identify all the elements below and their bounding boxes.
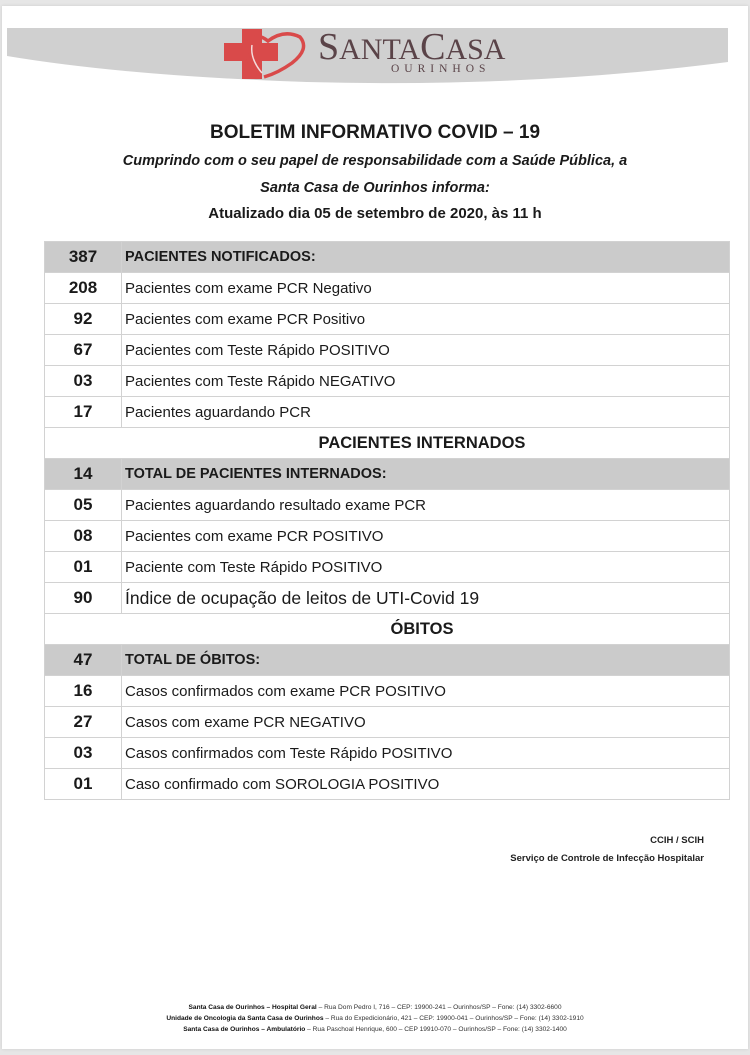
footer-unit-address: – Rua Dom Pedro I, 716 – CEP: 19900-241 – Ourinhos/SP – Fone: (14) 3302-6600 <box>316 1004 562 1011</box>
row-value: 16 <box>45 676 122 707</box>
row-value: 90 <box>45 583 122 614</box>
row-label: Caso confirmado com SOROLOGIA POSITIVO <box>122 769 730 800</box>
row-label: PACIENTES NOTIFICADOS: <box>122 242 730 273</box>
row-label: TOTAL DE PACIENTES INTERNADOS: <box>122 459 730 490</box>
footer-unit-name: Unidade de Oncologia da Santa Casa de Ourinhos <box>166 1015 324 1022</box>
table-row <box>45 366 730 397</box>
santa-casa-logo <box>222 23 512 81</box>
table-row <box>45 583 730 614</box>
footer-line <box>0 1013 750 1024</box>
row-value: 01 <box>45 769 122 800</box>
row-label: Casos confirmados com exame PCR POSITIVO <box>122 676 730 707</box>
table-row <box>45 552 730 583</box>
updated-date: Atualizado dia 05 de setembro de 2020, às 11 h <box>208 205 542 222</box>
footer-unit-name: Santa Casa de Ourinhos – Ambulatório <box>183 1026 306 1033</box>
row-value: 387 <box>45 242 122 273</box>
row-label: Casos confirmados com Teste Rápido POSITIVO <box>122 738 730 769</box>
row-label: Casos com exame PCR NEGATIVO <box>122 707 730 738</box>
row-value: 03 <box>45 738 122 769</box>
table-row <box>45 769 730 800</box>
row-value: 92 <box>45 304 122 335</box>
footer-line <box>0 1024 750 1035</box>
cross-heart-icon <box>222 23 312 81</box>
logo-subtitle: OURINHOS <box>391 63 491 75</box>
total-row-notificados <box>45 242 730 273</box>
footer-unit-name: Santa Casa de Ourinhos – Hospital Geral <box>188 1004 317 1011</box>
table-row <box>45 273 730 304</box>
section-header-internados <box>45 428 730 459</box>
table-row <box>45 707 730 738</box>
row-value: 17 <box>45 397 122 428</box>
row-value: 67 <box>45 335 122 366</box>
row-value: 03 <box>45 366 122 397</box>
row-value: 05 <box>45 490 122 521</box>
table-row <box>45 738 730 769</box>
row-value: 01 <box>45 552 122 583</box>
row-label: Pacientes com Teste Rápido NEGATIVO <box>122 366 730 397</box>
row-value: 208 <box>45 273 122 304</box>
table-row <box>45 397 730 428</box>
row-label: Pacientes com Teste Rápido POSITIVO <box>122 335 730 366</box>
row-label: Pacientes aguardando PCR <box>122 397 730 428</box>
total-row-obitos <box>45 645 730 676</box>
subtitle-line-2: Santa Casa de Ourinhos informa: <box>260 180 490 196</box>
row-label: Índice de ocupação de leitos de UTI-Covid 19 <box>122 583 730 614</box>
row-label: Pacientes aguardando resultado exame PCR <box>122 490 730 521</box>
total-row-internados <box>45 459 730 490</box>
signature-department: CCIH / SCIH <box>650 835 704 846</box>
footer-unit-address: – Rua Paschoal Henrique, 600 – CEP 19910-070 – Ourinhos/SP – Fone: (14) 3302-1400 <box>305 1026 567 1033</box>
row-value: 08 <box>45 521 122 552</box>
row-label: TOTAL DE ÓBITOS: <box>122 645 730 676</box>
logo-name: SANTACASA <box>318 26 506 68</box>
table-row <box>45 335 730 366</box>
footer-line <box>0 1002 750 1013</box>
covid-bulletin-table <box>44 241 730 800</box>
row-value: 14 <box>45 459 122 490</box>
document-title: BOLETIM INFORMATIVO COVID – 19 <box>209 122 541 143</box>
row-value: 47 <box>45 645 122 676</box>
row-label: Pacientes com exame PCR Positivo <box>122 304 730 335</box>
table-row <box>45 676 730 707</box>
subtitle-line-1: Cumprindo com o seu papel de responsabilidade com a Saúde Pública, a <box>122 153 628 169</box>
section-title: ÓBITOS <box>45 614 730 645</box>
row-label: Pacientes com exame PCR POSITIVO <box>122 521 730 552</box>
section-title: PACIENTES INTERNADOS <box>45 428 730 459</box>
footer-unit-address: – Rua do Expedicionário, 421 – CEP: 19900-041 – Ourinhos/SP – Fone: (14) 3302-1910 <box>323 1015 584 1022</box>
row-label: Pacientes com exame PCR Negativo <box>122 273 730 304</box>
table-row <box>45 304 730 335</box>
table-row <box>45 521 730 552</box>
footer-addresses <box>0 1002 750 1035</box>
row-label: Paciente com Teste Rápido POSITIVO <box>122 552 730 583</box>
table-row <box>45 490 730 521</box>
row-value: 27 <box>45 707 122 738</box>
signature-service-name: Serviço de Controle de Infecção Hospitalar <box>510 853 704 864</box>
section-header-obitos <box>45 614 730 645</box>
